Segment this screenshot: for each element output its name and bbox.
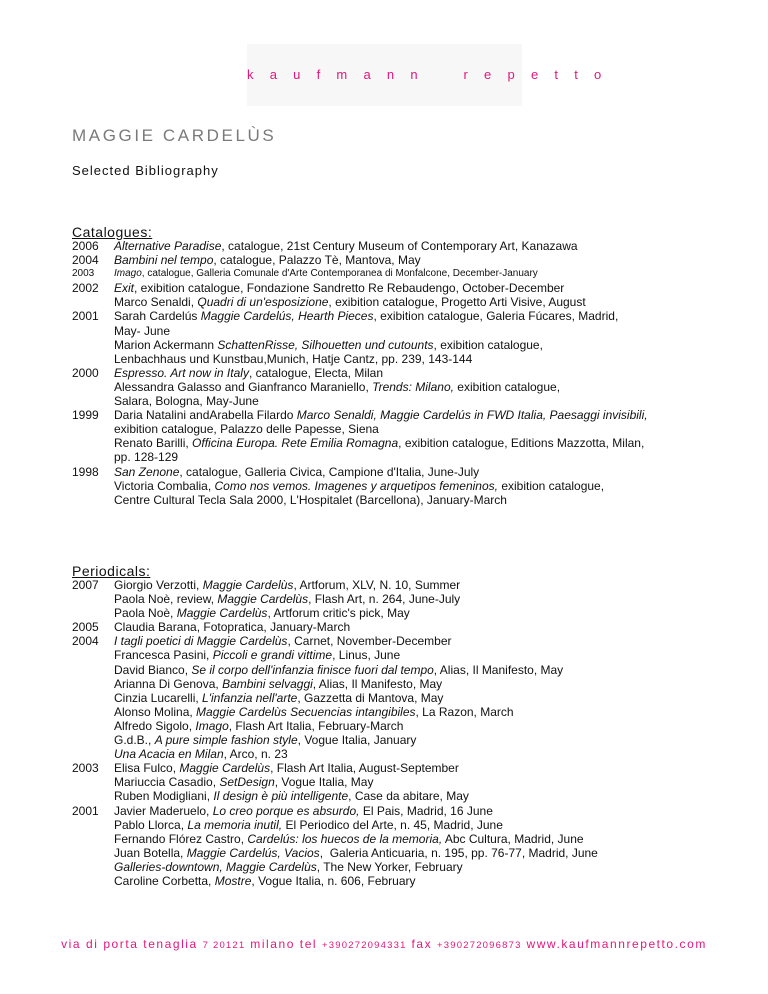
entry-text: [114, 422, 712, 436]
bibliography-entry: [72, 281, 712, 295]
bibliography-entry: [72, 422, 712, 436]
entry-text-segment: pp. 128-129: [114, 450, 179, 465]
entry-title-italic: San Zenone: [114, 464, 180, 479]
entry-text: [114, 408, 712, 422]
entry-text: [114, 239, 712, 253]
bibliography-entry: [72, 592, 712, 606]
entry-text-segment: , Case da abitare, May: [348, 789, 469, 804]
entry-title-italic: Imago: [195, 718, 229, 733]
entry-year: 2001: [72, 309, 99, 324]
entry-text-segment: , exibition catalogue, Galeria Fúcares, Madrid,: [373, 309, 619, 324]
bibliography-entry: [72, 705, 712, 719]
entry-title-italic: Maggie Cardelùs: [217, 592, 309, 607]
entry-title-italic: Bambini selvaggi: [222, 676, 313, 691]
bibliography-entry: [72, 648, 712, 662]
entry-year: [72, 691, 114, 705]
entry-year: [72, 860, 114, 874]
catalogues-list: [72, 239, 712, 507]
entry-year: 2005: [72, 620, 99, 635]
entry-text: [114, 620, 712, 634]
entry-year: [72, 324, 114, 338]
entry-text-segment: Juan Botella,: [114, 845, 187, 860]
bibliography-entry: [72, 733, 712, 747]
entry-title-italic: Cardelús: los huecos de la memoria,: [247, 831, 443, 846]
bibliography-entry: [72, 309, 712, 323]
entry-title-italic: SchattenRisse, Silhouetten und cutounts: [217, 337, 434, 352]
entry-title-italic: Officina Europa. Rete Emilia Romagna: [192, 436, 399, 451]
footer-website-link[interactable]: www.kaufmannrepetto.com: [521, 937, 707, 951]
entry-year: [72, 394, 114, 408]
entry-text: [114, 691, 712, 705]
bibliography-entry: [72, 606, 712, 620]
entry-text: [114, 874, 712, 888]
entry-text: [114, 592, 712, 606]
entry-text-segment: Javier Maderuelo,: [114, 803, 213, 818]
entry-year: 2007: [72, 578, 99, 592]
entry-text-segment: , Flash Art Italia, February-March: [228, 718, 404, 733]
entry-text-segment: exibition catalogue,: [497, 478, 605, 493]
entry-text-segment: , Alias, Il Manifesto, May: [312, 676, 443, 691]
entry-year: 2004: [72, 253, 99, 268]
bibliography-entry: [72, 479, 712, 493]
entry-text-segment: , Flash Art Italia, August-September: [270, 761, 459, 776]
bibliography-entry: [72, 874, 712, 888]
bibliography-entry: [72, 352, 712, 366]
bibliography-entry: [72, 394, 712, 408]
entry-title-italic: Quadri di un'esposizione: [197, 295, 329, 310]
entry-title-italic: Piccoli e grandi vittime: [212, 648, 333, 663]
entry-text-segment: Paola Noè,: [114, 606, 177, 621]
entry-text-segment: Alfredo Sigolo,: [114, 718, 196, 733]
entry-year: [72, 606, 114, 620]
entry-text-segment: Arianna Di Genova,: [114, 676, 223, 691]
entry-text-segment: , Flash Art, n. 264, June-July: [308, 592, 461, 607]
entry-year: [72, 295, 114, 309]
entry-text: [114, 663, 712, 677]
gallery-logo: k a u f m a n n r e p e t t o: [247, 67, 608, 82]
entry-year: 1999: [72, 408, 99, 423]
entry-text: [114, 818, 712, 832]
bibliography-entry: [72, 620, 712, 634]
bibliography-entry: [72, 366, 712, 380]
bibliography-entry: [72, 804, 712, 818]
entry-text-segment: Abc Cultura, Madrid, June: [442, 831, 584, 846]
entry-text-segment: Salara, Bologna, May-June: [114, 394, 259, 409]
entry-title-italic: Maggie Cardelùs: [179, 761, 271, 776]
entry-year: [72, 352, 114, 366]
entry-text: [114, 295, 712, 309]
entry-text-segment: , Vogue Italia, January: [297, 733, 417, 748]
entry-text-segment: , Arco, n. 23: [223, 747, 288, 762]
entry-text-segment: Daria Natalini andArabella Filardo: [114, 408, 297, 423]
document-subtitle: Selected Bibliography: [72, 163, 219, 178]
entry-text-segment: , catalogue, Galleria Civica, Campione d'Italia, June-July: [179, 464, 480, 479]
entry-year: [72, 648, 114, 662]
entry-text-segment: Marco Senaldi,: [114, 295, 198, 310]
entry-year: [72, 663, 114, 677]
bibliography-entry: [72, 465, 712, 479]
entry-text-segment: , exibition catalogue, Fondazione Sandretto Re Rebaudengo, October-December: [134, 281, 565, 296]
entry-title-italic: Trends: Milano,: [372, 379, 454, 394]
entry-text: [114, 394, 712, 408]
entry-text-segment: Victoria Combalia,: [114, 478, 215, 493]
entry-text: [114, 677, 712, 691]
entry-year: 2003: [72, 761, 99, 776]
entry-year: [72, 338, 114, 352]
entry-title-italic: Bambini nel tempo: [114, 253, 214, 268]
entry-text: [114, 804, 712, 818]
entry-title-italic: Una Acacia en Milan: [114, 747, 224, 762]
entry-year: 2002: [72, 281, 99, 296]
entry-text: [114, 705, 712, 719]
entry-year: 2003: [72, 268, 95, 280]
entry-text: [114, 606, 712, 620]
entry-text-segment: , Vogue Italia, n. 606, February: [251, 873, 416, 888]
entry-text: [114, 860, 712, 874]
entry-year: [72, 874, 114, 888]
entry-year: [72, 832, 114, 846]
entry-text-segment: Cinzia Lucarelli,: [114, 690, 203, 705]
bibliography-entry: [72, 677, 712, 691]
entry-text-segment: , catalogue, Palazzo Tè, Mantova, May: [213, 253, 421, 268]
entry-text-segment: , Galeria Anticuaria, n. 195, pp. 76-77, Madrid, June: [319, 845, 598, 860]
entry-year: [72, 789, 114, 803]
entry-text-segment: Renato Barilli,: [114, 436, 193, 451]
entry-text-segment: , Gazzetta di Mantova, May: [297, 690, 444, 705]
entry-text-segment: , Linus, June: [332, 648, 401, 663]
bibliography-entry: [72, 832, 712, 846]
bibliography-entry: [72, 818, 712, 832]
bibliography-entry: [72, 295, 712, 309]
bibliography-entry: [72, 267, 712, 281]
entry-text: [114, 846, 712, 860]
entry-title-italic: Lo creo porque es absurdo,: [212, 803, 360, 818]
entry-text: [114, 253, 712, 267]
entry-year: [72, 775, 114, 789]
entry-year: [72, 719, 114, 733]
entry-year: [72, 422, 114, 436]
entry-text-segment: Alessandra Galasso and Gianfranco Maraniello,: [114, 379, 373, 394]
footer-address: [0, 937, 768, 951]
entry-title-italic: L'infanzia nell'arte: [202, 690, 298, 705]
bibliography-entry: [72, 663, 712, 677]
entry-text-segment: , exibition catalogue,: [433, 337, 543, 352]
entry-text: [114, 493, 712, 507]
entry-text: [114, 578, 712, 592]
bibliography-entry: [72, 747, 712, 761]
entry-text-segment: , catalogue, Galleria Comunale d'Arte Contemporanea di Monfalcone, December-January: [141, 268, 538, 280]
entry-title-italic: Se il corpo dell'infanzia finisce fuori dal tempo: [191, 662, 434, 677]
entry-year: [72, 493, 114, 507]
bibliography-entry: [72, 408, 712, 422]
entry-text-segment: Marion Ackermann: [114, 337, 218, 352]
entry-text: [114, 634, 712, 648]
entry-text-segment: Elisa Fulco,: [114, 761, 180, 776]
entry-text-segment: David Bianco,: [114, 662, 192, 677]
entry-title-italic: Marco Senaldi, Maggie Cardelús in FWD Italia, Paesaggi invisibili,: [296, 408, 648, 423]
entry-title-italic: Exit: [114, 281, 135, 296]
entry-text: [114, 450, 712, 464]
entry-text: [114, 309, 712, 323]
entry-title-italic: Maggie Cardelùs Secuencias intangibiles: [196, 704, 416, 719]
entry-text-segment: Centre Cultural Tecla Sala 2000, L'Hospitalet (Barcellona), January-March: [114, 492, 507, 507]
entry-text-segment: G.d.B.,: [114, 733, 155, 748]
entry-text-segment: Paola Noè, review,: [114, 592, 218, 607]
entry-text: [114, 338, 712, 352]
entry-text: [114, 479, 712, 493]
bibliography-entry: [72, 691, 712, 705]
entry-text: [114, 281, 712, 295]
bibliography-entry: [72, 324, 712, 338]
bibliography-entry: [72, 380, 712, 394]
periodicals-heading: Periodicals:: [72, 563, 151, 579]
entry-year: [72, 733, 114, 747]
entry-title-italic: Maggie Cardelùs: [176, 606, 268, 621]
entry-text: [114, 832, 712, 846]
entry-title-italic: SetDesign: [219, 775, 275, 790]
artist-name: MAGGIE CARDELÙS: [72, 126, 277, 145]
entry-text-segment: May- June: [114, 323, 171, 338]
catalogues-heading: Catalogues:: [72, 224, 153, 240]
entry-text: [114, 761, 712, 775]
entry-text-segment: , Artforum critic's pick, May: [267, 606, 410, 621]
entry-title-italic: Espresso. Art now in Italy: [114, 365, 249, 380]
entry-text-segment: , The New Yorker, February: [316, 859, 463, 874]
bibliography-entry: [72, 860, 712, 874]
periodicals-list: [72, 578, 712, 888]
entry-year: [72, 450, 114, 464]
entry-text-segment: Claudia Barana, Fotopratica, January-March: [114, 620, 351, 635]
entry-year: [72, 592, 114, 606]
entry-year: 1998: [72, 464, 99, 479]
entry-text-segment: exibition catalogue, Palazzo delle Papesse, Siena: [114, 422, 379, 437]
entry-text: [114, 789, 712, 803]
entry-year: [72, 479, 114, 493]
entry-text-segment: , exibition catalogue, Editions Mazzotta, Milan,: [398, 436, 645, 451]
footer-postcode: 7 20121: [202, 940, 246, 951]
entry-title-italic: Como nos vemos. Imagenes y arquetipos femeninos,: [214, 478, 498, 493]
entry-text-segment: Caroline Corbetta,: [114, 873, 215, 888]
bibliography-entry: [72, 719, 712, 733]
entry-year: [72, 380, 114, 394]
footer-fax-number: +390272096873: [437, 940, 522, 951]
entry-title-italic: Galleries-downtown, Maggie Cardelùs: [114, 859, 317, 874]
entry-title-italic: Maggie Cardelús, Hearth Pieces: [200, 309, 374, 324]
entry-text-segment: Pablo Llorca,: [114, 817, 188, 832]
bibliography-entry: [72, 846, 712, 860]
entry-year: 2000: [72, 365, 99, 380]
entry-text: [114, 648, 712, 662]
footer-city-tel: milano tel: [245, 937, 323, 951]
entry-text-segment: Giorgio Verzotti,: [114, 578, 203, 592]
bibliography-entry: [72, 253, 712, 267]
entry-text: [114, 747, 712, 761]
entry-text-segment: , Carnet, November-December: [287, 634, 452, 649]
entry-text: [114, 436, 712, 450]
entry-year: [72, 818, 114, 832]
entry-text: [114, 352, 712, 366]
entry-text: [114, 267, 712, 281]
entry-year: [72, 677, 114, 691]
bibliography-entry: [72, 578, 712, 592]
entry-title-italic: Il design è più intelligente: [213, 789, 349, 804]
entry-title-italic: Mostre: [214, 873, 252, 888]
entry-text: [114, 775, 712, 789]
bibliography-entry: [72, 239, 712, 253]
entry-text-segment: Francesca Pasini,: [114, 648, 213, 663]
entry-text-segment: , exibition catalogue, Progetto Arti Visive, August: [328, 295, 586, 310]
entry-text-segment: Ruben Modigliani,: [114, 789, 214, 804]
entry-text-segment: , Vogue Italia, May: [274, 775, 374, 790]
footer-fax-label: fax: [406, 937, 438, 951]
entry-text-segment: , Artforum, XLV, N. 10, Summer: [293, 578, 461, 592]
entry-text-segment: exibition catalogue,: [453, 379, 561, 394]
entry-text-segment: Sarah Cardelús: [114, 309, 201, 324]
entry-text: [114, 733, 712, 747]
entry-title-italic: Maggie Cardelús, Vacios: [186, 845, 320, 860]
entry-title-italic: Maggie Cardelùs: [202, 578, 294, 592]
entry-text-segment: Fernando Flórez Castro,: [114, 831, 248, 846]
entry-title-italic: I tagli poetici di Maggie Cardelùs: [114, 634, 288, 649]
entry-text: [114, 324, 712, 338]
entry-text-segment: , catalogue, 21st Century Museum of Contemporary Art, Kanazawa: [221, 239, 578, 253]
bibliography-entry: [72, 634, 712, 648]
entry-year: 2004: [72, 634, 99, 649]
entry-title-italic: A pure simple fashion style: [154, 733, 298, 748]
entry-text-segment: , La Razon, March: [415, 704, 514, 719]
entry-text: [114, 719, 712, 733]
entry-title-italic: Alternative Paradise: [114, 239, 222, 253]
bibliography-entry: [72, 775, 712, 789]
entry-year: 2001: [72, 803, 99, 818]
entry-text: [114, 465, 712, 479]
entry-year: [72, 705, 114, 719]
entry-title-italic: Imago: [114, 268, 142, 280]
bibliography-entry: [72, 436, 712, 450]
entry-text: [114, 366, 712, 380]
entry-title-italic: La memoria inutil,: [187, 817, 283, 832]
bibliography-entry: [72, 493, 712, 507]
entry-text-segment: Lenbachhaus und Kunstbau,Munich, Hatje Cantz, pp. 239, 143-144: [114, 351, 473, 366]
entry-year: [72, 436, 114, 450]
entry-year: [72, 846, 114, 860]
entry-text-segment: Alonso Molina,: [114, 704, 197, 719]
bibliography-entry: [72, 450, 712, 464]
bibliography-entry: [72, 338, 712, 352]
entry-text-segment: , Alias, Il Manifesto, May: [433, 662, 564, 677]
entry-text: [114, 380, 712, 394]
entry-text-segment: El Pais, Madrid, 16 June: [359, 803, 493, 818]
bibliography-entry: [72, 789, 712, 803]
entry-year: 2006: [72, 239, 99, 253]
entry-text-segment: , catalogue, Electa, Milan: [248, 365, 384, 380]
footer-street: via di porta tenaglia: [61, 937, 203, 951]
entry-text-segment: El Periodico del Arte, n. 45, Madrid, June: [282, 817, 503, 832]
entry-text-segment: Mariuccia Casadio,: [114, 775, 220, 790]
bibliography-entry: [72, 761, 712, 775]
entry-year: [72, 747, 114, 761]
footer-tel-number: +390272094331: [322, 940, 407, 951]
